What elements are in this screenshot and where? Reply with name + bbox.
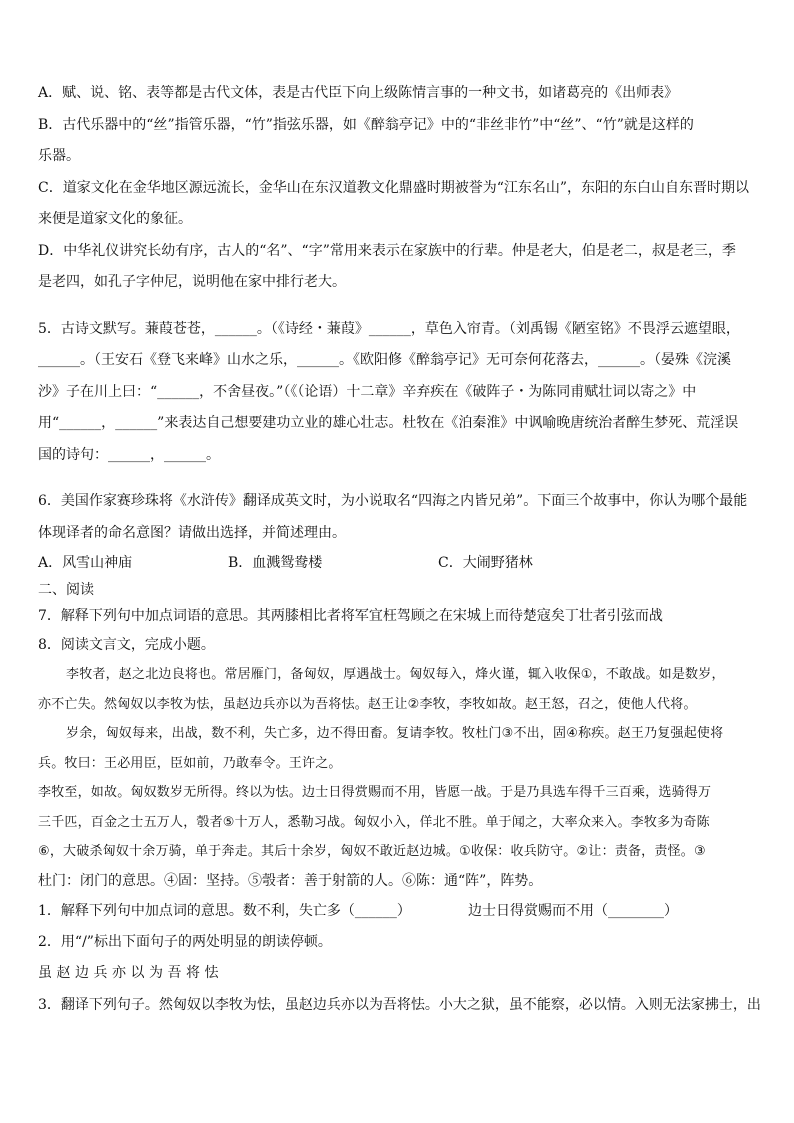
spacer bbox=[38, 299, 758, 314]
subquestion-2-sentence: 虽赵边兵亦以为吾将怯 bbox=[38, 965, 223, 981]
question-6-line-2: 体现译者的命名意图？请做出选择，并简述理由。 bbox=[38, 524, 346, 541]
subquestion-1-part-a: 1．解释下列句中加点词的意思。数不利，失亡多（______） bbox=[38, 902, 411, 919]
question-5-line-4: 用“______，______”来表达自己想要建功立业的雄心壮志。杜牧在《泊秦淮》中讽喻晚唐统治者醉生梦死、荒淫误 bbox=[38, 415, 739, 431]
classical-text-line-6: 三千匹，百金之士五万人，彀者⑤十万人，悉勒习战。匈奴小入，佯北不胜。单于闻之，大率众来入。李牧多为奇陈 bbox=[38, 814, 710, 830]
option-b-line: B．古代乐器中的“丝”指管乐器，“竹”指弦乐器，如《醉翁亭记》中的“非丝非竹”中“丝”、“竹”就是这样的 bbox=[38, 116, 694, 133]
question-8: 8．阅读文言文，完成小题。 bbox=[38, 637, 215, 653]
choice-b: B．血溅鸳鸯楼 bbox=[228, 555, 323, 571]
classical-text-line-2: 亦不亡失。然匈奴以李牧为怯，虽赵边兵亦以为吾将怯。赵王让②李牧，李牧如故。赵王怒，召之，使他人代将。 bbox=[38, 696, 697, 712]
subquestion-3: 3．翻译下列句子。然匈奴以李牧为怯，虽赵边兵亦以为吾将怯。小大之狱，虽不能察，必以情。入则无法家拂士，出 bbox=[38, 996, 761, 1013]
choice-c: C．大闹野猪林 bbox=[438, 555, 533, 571]
classical-text-line-1: 李牧者，赵之北边良将也。常居雁门，备匈奴，厚遇战士。匈奴每入，烽火谨，辄入收保①，不敢战。如是数岁， bbox=[66, 667, 725, 682]
choice-a: A．风雪山神庙 bbox=[38, 555, 133, 571]
question-5-line-5: 国的诗句：______，______。 bbox=[38, 446, 220, 463]
classical-text-line-5: 李牧至，如故。匈奴数岁无所得。终以为怯。边士日得赏赐而不用，皆愿一战。于是乃具选车得千三百乘，选骑得万 bbox=[38, 785, 712, 800]
question-6-choices bbox=[38, 549, 758, 578]
subquestion-1 bbox=[38, 896, 758, 927]
exam-page bbox=[38, 78, 761, 1021]
option-d-line-cont: 是老四，如孔子字仲尼，说明他在家中排行老大。 bbox=[38, 274, 346, 290]
option-a-line: A．赋、说、铭、表等都是古代文体，表是古代臣下向上级陈情言事的一种文书，如诸葛亮的《出师表》 bbox=[38, 85, 679, 101]
classical-text-line-4: 兵。牧曰：王必用臣，臣如前，乃敢奉令。王许之。 bbox=[38, 755, 342, 771]
question-6-line-1: 6．美国作家赛珍珠将《水浒传》翻译成英文时，为小说取名“四海之内皆兄弟”。下面三个故事中，你认为哪个最能 bbox=[38, 493, 748, 509]
subquestion-1-part-b: 边士日得赏赐而不用（________） bbox=[468, 902, 678, 919]
section-heading: 二、阅读 bbox=[38, 582, 94, 598]
classical-text-line-7: ⑥，大破杀匈奴十余万骑，单于奔走。其后十余岁，匈奴不敢近赵边城。①收保：收兵防守。②让：责备，责怪。③ bbox=[38, 844, 706, 859]
question-7: 7．解释下列句中加点词语的意思。其两膝相比者将军宜枉驾顾之在宋城上而待楚寇矣丁壮者引弦而战 bbox=[38, 608, 663, 624]
spacer bbox=[38, 471, 758, 486]
option-d-line: D．中华礼仪讲究长幼有序，古人的“名”、“字”常用来表示在家族中的行辈。仲是老大，伯是老二，叔是老三，季 bbox=[38, 242, 736, 259]
option-c-line-cont: 来便是道家文化的象征。 bbox=[38, 211, 192, 227]
question-5-line-3: 沙》子在川上曰：“______，不舍昼夜。”（《（论语）十二章》辛弃疾在《破阵子・为陈同甫赋壮词以寄之》中 bbox=[38, 383, 697, 400]
question-5-line-2: ______。（王安石《登飞来峰》山水之乐，______。《欧阳修《醉翁亭记》无可奈何花落去，______。（晏殊《浣溪 bbox=[38, 352, 731, 368]
option-b-line-cont: 乐器。 bbox=[38, 148, 80, 164]
footnotes-line: 杜门：闭门的意思。④固：坚持。⑤彀者：善于射箭的人。⑥陈：通“阵”，阵势。 bbox=[38, 872, 543, 889]
classical-text-line-3: 岁余，匈奴每来，出战，数不利，失亡多，边不得田畜。复请李牧。牧杜门③不出，固④称疾。赵王乃复强起使将 bbox=[66, 726, 724, 741]
subquestion-2: 2．用“/”标出下面句子的两处明显的朗读停顿。 bbox=[38, 933, 332, 950]
option-c-line: C．道家文化在金华地区源远流长，金华山在东汉道教文化鼎盛时期被誉为“江东名山”，东阳的东白山自东晋时期以 bbox=[38, 179, 750, 196]
question-5-line-1: 5．古诗文默写。蒹葭苍苍，______。（《诗经・蒹葭》______，草色入帘青。（刘禹锡《陋室铭》不畏浮云遮望眼， bbox=[38, 320, 740, 337]
